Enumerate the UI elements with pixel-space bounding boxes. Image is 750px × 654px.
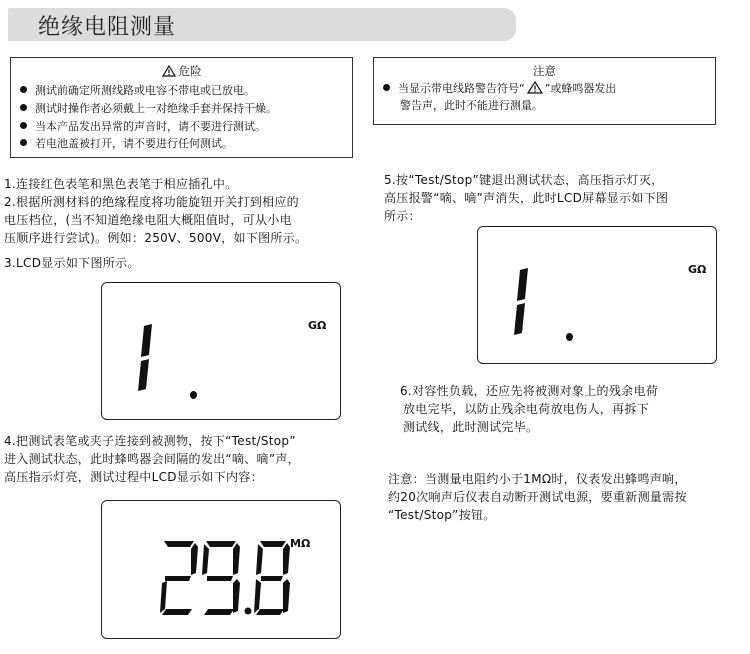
lcd-display: [101, 500, 341, 639]
lcd-digit-1: [502, 267, 534, 337]
step-4-line: 高压指示灯亮，测试过程中LCD显示如下内容：: [4, 470, 263, 484]
note-line: 约20次响声后仪表自动断开测试电源，要重新测量需按: [388, 490, 687, 504]
danger-heading: [11, 63, 352, 79]
step-6-line: 6.对容性负载，还应先将被测对象上的残余电荷: [400, 384, 659, 398]
step-2-line: 电压档位，(当不知道绝缘电阻大概阻值时，可从小电: [4, 213, 292, 227]
lcd-digits-29-8: [158, 539, 290, 619]
bullet-icon: [20, 139, 27, 146]
page-title: 绝缘电阻测量: [38, 15, 177, 40]
step-6-line: 放电完毕，以防止残余电荷放电伤人，再拆下: [403, 402, 650, 416]
warning-triangle-icon: [162, 65, 176, 77]
step-5-line: 高压报警“嘀、嘀”声消失，此时LCD屏幕显示如下图: [384, 191, 669, 205]
lcd-unit: GΩ: [308, 319, 327, 332]
step-3: 3.LCD显示如下图所示。: [4, 256, 140, 270]
caution-box: [373, 57, 716, 125]
lcd-decimal-point: [190, 391, 197, 399]
danger-item: 当本产品发出异常的声音时，请不要进行测试。: [20, 118, 266, 134]
lcd-display: [101, 282, 341, 420]
bullet-icon: [20, 104, 27, 111]
caution-heading: 注意: [533, 64, 556, 78]
step-5-line: 所示：: [384, 209, 421, 223]
step-2-line: 压顺序进行尝试)。例如：250V、500V，如下图所示。: [4, 231, 308, 245]
lcd-unit: GΩ: [688, 263, 707, 276]
danger-heading-label: 危险: [178, 64, 202, 78]
danger-box: [10, 57, 353, 158]
step-1: 1.连接红色表笔和黑色表笔于相应插孔中。: [4, 177, 238, 191]
note-line: “Test/Stop”按钮。: [388, 508, 496, 522]
warning-triangle-icon: [527, 81, 543, 94]
step-2-line: 2.根据所测材料的绝缘程度将功能旋钮开关打到相应的: [4, 195, 299, 209]
lcd-display: [477, 226, 717, 364]
step-6-line: 测试线，此时测试完毕。: [403, 420, 539, 434]
lcd-decimal-point: [566, 333, 573, 341]
bullet-icon: [20, 122, 27, 129]
bullet-icon: [20, 86, 27, 93]
caution-item: 当显示带电线路警告符号“ ”或蜂鸣器发出: [383, 80, 616, 96]
step-4-line: 4.把测试表笔或夹子连接到被测物，按下“Test/Stop”: [4, 434, 296, 448]
lcd-unit: MΩ: [290, 537, 311, 550]
step-5-line: 5.按“Test/Stop”键退出测试状态，高压指示灯灭，: [384, 173, 664, 187]
danger-item: 若电池盖被打开，请不要进行任何测试。: [20, 135, 233, 151]
step-4-line: 进入测试状态，此时蜂鸣器会间隔的发出“嘀、嘀”声，: [4, 452, 300, 466]
lcd-digit-1: [126, 323, 158, 393]
bullet-icon: [383, 84, 390, 91]
note-line: 注意：当测量电阻约小于1MΩ时，仪表发出蜂鸣声响，: [388, 472, 687, 486]
caution-item-cont: 警告声，此时不能进行测量。: [400, 99, 543, 112]
danger-item: 测试前确定所测线路或电容不带电或已放电。: [20, 82, 255, 98]
danger-item: 测试时操作者必须戴上一对绝缘手套并保持干燥。: [20, 100, 277, 116]
